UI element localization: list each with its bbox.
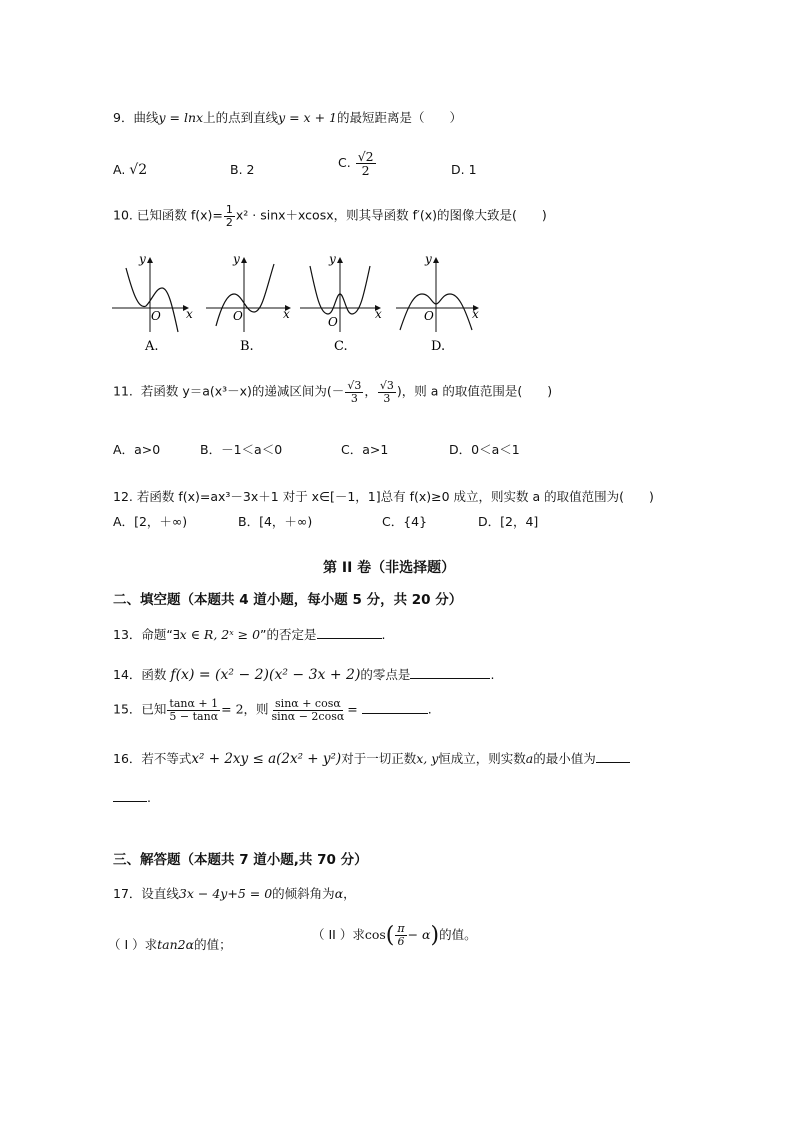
q17-part2: （ II ）求cos( $\frac{\pi}{6}$ − α)的值。 xyxy=(312,922,477,948)
q16-blank-2[interactable] xyxy=(113,789,147,802)
q9-question xyxy=(113,108,462,126)
q11-option-a: A．a>0 xyxy=(113,442,161,457)
graph-a xyxy=(112,252,193,354)
q14-question: 14．函数 f(x) = (x² − 2)(x² − 3x + 2)的零点是 . xyxy=(113,667,495,683)
q9-option-b: B. 2 xyxy=(230,162,255,177)
graph-c-x-label: x xyxy=(375,307,382,321)
q10-graphs xyxy=(0,250,794,360)
q12-question: 12. 若函数 f(x)=ax³－3x＋1 对于 x∈[－1，1]总有 f(x)≥0 成立，则实数 a 的取值范围为( ) xyxy=(113,489,654,504)
graph-b-y-label: y xyxy=(233,252,240,266)
graph-a-x-label: x xyxy=(186,307,193,321)
q14-blank[interactable] xyxy=(410,666,490,679)
q9-option-c: C. $\frac{√2}{2}$ xyxy=(338,149,374,179)
section3-title: 三、解答题（本题共 7 道小题,共 70 分） xyxy=(113,852,368,868)
q13-question: 13．命题“∃x ∈ R, 2ˣ ≥ 0”的否定是 . xyxy=(113,627,386,642)
graph-b-label: B. xyxy=(240,339,254,354)
q11-option-c: C．a>1 xyxy=(341,442,389,457)
section2-title: 二、填空题（本题共 4 道小题，每小题 5 分，共 20 分） xyxy=(113,592,463,608)
q12-option-a: A．[2，＋∞) xyxy=(113,514,188,529)
graph-b-origin: O xyxy=(233,309,243,323)
q15-blank[interactable] xyxy=(362,701,428,714)
graph-b-x-label: x xyxy=(283,307,290,321)
graph-a-y-label: y xyxy=(139,252,146,266)
q12-option-d: D．[2，4] xyxy=(478,514,539,529)
part2-title: 第 II 卷（非选择题） xyxy=(323,560,456,576)
q12-option-b: B．[4，＋∞) xyxy=(238,514,313,529)
graph-d-label: D. xyxy=(431,339,446,354)
q17-part1: （ I ）求tan2α的值； xyxy=(108,937,232,952)
q9-curve: y = lnx xyxy=(158,110,204,125)
q16-continuation: . xyxy=(113,789,151,805)
q12-option-c: C．{4} xyxy=(382,514,428,529)
q10-question: 10. 已知函数 f(x)= $\frac{1}{2}$ x² · sinx＋xcosx，则其导函数 f′(x)的图像大致是( ) xyxy=(113,203,547,229)
q11-option-d: D．0＜a＜1 xyxy=(449,442,520,457)
graph-a-label: A. xyxy=(145,339,159,354)
graph-d-origin: O xyxy=(424,309,434,323)
graph-b xyxy=(206,252,290,354)
q9-option-a: A. √2 xyxy=(113,162,148,178)
q9-pre: 曲线 xyxy=(133,110,159,125)
graph-c xyxy=(300,252,382,354)
graph-d-y-label: y xyxy=(425,252,432,266)
q17-question: 17．设直线3x − 4y+5 = 0的倾斜角为α， xyxy=(113,886,356,901)
q9-post: 的最短距离是（ ） xyxy=(336,110,462,125)
graph-c-origin: O xyxy=(328,315,338,329)
q9-number: 9． xyxy=(113,110,134,125)
q16-blank-1[interactable] xyxy=(596,750,630,763)
graph-d-x-label: x xyxy=(472,307,479,321)
q9-option-d: D. 1 xyxy=(451,162,477,177)
q9-mid: 上的点到直线 xyxy=(203,110,279,125)
graph-a-origin: O xyxy=(151,309,161,323)
q11-option-b: B．－1＜a＜0 xyxy=(200,442,283,457)
q16-question: 16．若不等式x² + 2xy ≤ a(2x² + y²)对于一切正数x, y恒成立，则实数a的最小值为 xyxy=(113,749,630,767)
graph-c-y-label: y xyxy=(329,252,336,266)
q15-question: 15．已知 $\frac{\tan\alpha + 1}{5 - \tan\alpha}$ = 2，则 $\frac{\sin\alpha + \cos\alpha}{\sin\alpha - 2\cos\alpha}$ = . xyxy=(113,697,432,723)
graph-c-label: C. xyxy=(334,339,348,354)
q11-question: 11. 若函数 y＝a(x³－x)的递减区间为(－ $\frac{√3}{3}$ ， $\frac{√3}{3}$ )，则 a 的取值范围是( ) xyxy=(113,379,553,405)
q13-blank[interactable] xyxy=(317,626,382,639)
q9-line: y = x + 1 xyxy=(278,110,337,125)
graph-d xyxy=(396,252,479,354)
